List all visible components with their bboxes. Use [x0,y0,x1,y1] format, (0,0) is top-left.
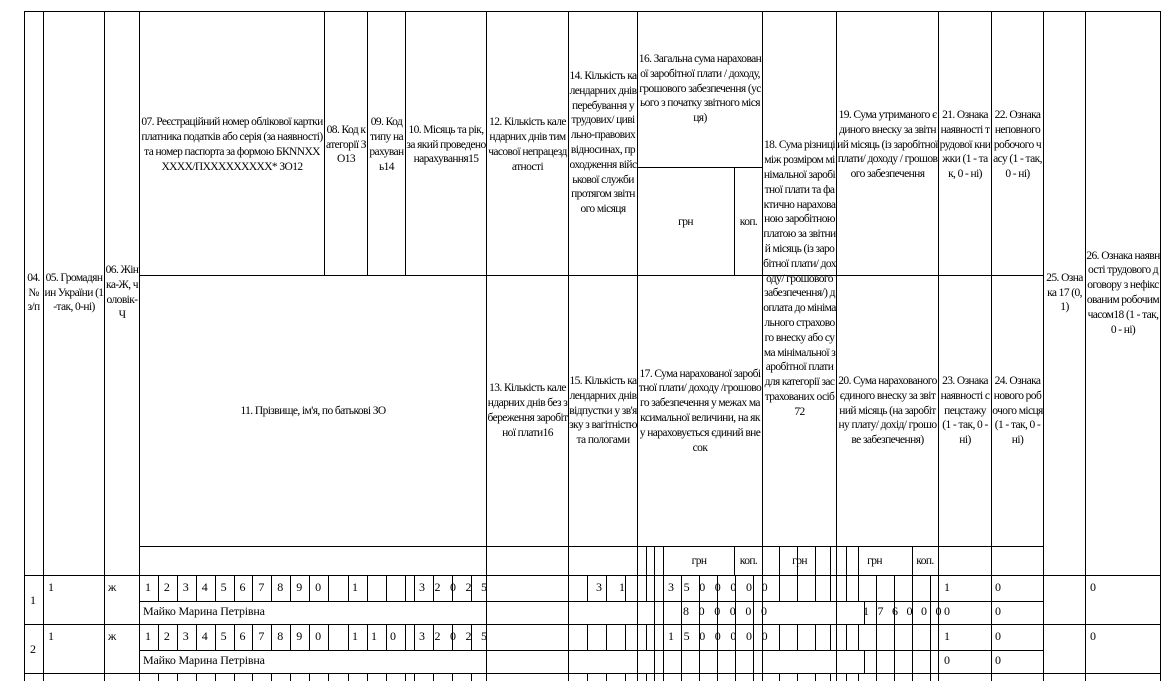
digit-cell [654,601,655,624]
flag-21: 1 [944,629,950,643]
digit-cell [930,575,931,601]
digit-cell [309,624,310,650]
digit-cell [930,624,931,650]
digit-cell [894,624,895,650]
flag-26: 0 [1090,580,1096,594]
digit-cell [815,624,816,650]
digit-cell [858,575,859,601]
period-digit: 0 [450,629,456,643]
digit-cell [625,673,626,681]
header-12: 12. Кількість календарних днів тимчасової непрацездатності [488,116,567,173]
tin-digit: 1 [145,629,151,643]
sum20-digit: 7 [877,604,884,618]
period-digit: 2 [434,580,441,594]
days-digit: 1 [619,580,625,594]
digit-cell [912,575,913,601]
digit-cell [348,575,349,601]
digit-cell [681,575,682,601]
flag-22: 0 [995,580,1001,594]
digit-cell [830,575,831,601]
digit-cell [587,624,588,650]
digit-cell [846,575,847,601]
employee-name: Майко Марина Петрівна [143,653,265,667]
digit-cell [646,624,647,650]
digit-cell [858,673,859,681]
sum17-digit: 8 [683,604,689,618]
digit-cell [646,546,647,575]
flag-22: 0 [995,629,1001,643]
digit-cell [587,673,588,681]
sum16-digit: 0 [761,580,768,594]
tin-digit: 9 [296,629,302,643]
digit-cell [252,673,253,681]
sum20-digit: 1 [863,604,869,618]
digit-cell [779,673,780,681]
digit-cell [348,624,349,650]
digit-cell [215,624,216,650]
digit-cell [846,624,847,650]
digit-cell [912,624,913,650]
tin-digit: 6 [239,629,246,643]
digit-cell [290,673,291,681]
digit-cell [309,575,310,601]
unit-kop-16: коп. [739,215,758,228]
digit-cell [196,673,197,681]
category-digit: 1 [352,580,358,594]
sum17-digit: 0 [729,604,736,618]
days-digit: 3 [596,580,602,594]
digit-cell [717,650,718,673]
digit-cell [646,673,647,681]
tin-digit: 3 [182,580,189,594]
digit-cell [797,624,798,650]
header-19: 19. Сума утриманого єдиного внеску за звітний місяць (із заробітної плати/ доходу / грошового забезпечення [837,109,938,181]
digit-cell [654,624,655,650]
unit-grn-18: грн [792,554,807,567]
column-border [139,11,140,681]
digit-cell [471,673,472,681]
header-26: 26. Ознака наявності трудового договору з нефіксованим робочим часом18 (1 - так, 0 - ні) [1086,249,1160,336]
unit-grn-17: грн [691,554,707,567]
tin-digit: 4 [201,629,208,643]
digit-cell [815,673,816,681]
digit-cell [414,673,415,681]
digit-cell [815,575,816,601]
header-bottom [24,575,1160,576]
digit-cell [830,624,831,650]
digit-cell [367,575,368,601]
tin-digit: 5 [220,580,227,594]
tin-digit: 6 [239,580,246,594]
flag-24: 0 [995,604,1001,618]
header-13: 13. Кількість календарних днів без збереження заробітної плати16 [487,382,568,439]
digit-cell [654,650,655,673]
digit-cell [663,673,664,681]
gender: ж [108,629,117,643]
digit-cell [699,673,700,681]
digit-cell [753,601,754,624]
sum16-digit: 5 [683,629,690,643]
row2-bottom [24,673,1160,674]
digit-cell [215,575,216,601]
digit-cell [215,673,216,681]
digit-cell [876,673,877,681]
digit-cell [386,575,387,601]
tin-digit: 4 [201,580,208,594]
digit-cell [234,575,235,601]
digit-cell [894,650,895,673]
digit-cell [797,575,798,601]
digit-cell [177,575,178,601]
period-digit: 2 [465,580,472,594]
money-subheader-line [637,167,762,168]
digit-cell [290,575,291,601]
digit-cell [328,673,329,681]
digit-cell [328,624,329,650]
row1-mid [139,601,1043,602]
digit-cell [606,673,607,681]
digit-cell [177,624,178,650]
digit-cell [177,673,178,681]
digit-cell [158,673,159,681]
header-21: 21. Ознака наявності трудової книжки (1 - так, 0 - ні) [939,109,991,181]
digit-cell [386,673,387,681]
unit-row-top [139,546,1043,547]
header-22: 22. Ознака неповного робочого часу (1 - так, 0 - ні) [993,109,1042,181]
sum16-digit: 0 [714,580,721,594]
digit-cell [735,650,736,673]
row1-bottom [24,624,1160,625]
header-04: 04. № з/п [27,271,40,314]
header-05: 05. Громадянин України (1-так, 0-ні) [44,271,104,314]
flag-24: 0 [995,653,1001,667]
digit-cell [405,624,406,650]
digit-cell [846,673,847,681]
sum20-digit: 6 [892,604,898,618]
digit-cell [876,575,877,601]
period-digit: 3 [419,629,425,643]
digit-cell [348,673,349,681]
citizen-flag: 1 [48,580,54,594]
digit-cell [252,624,253,650]
digit-cell [290,624,291,650]
digit-cell [158,575,159,601]
tin-digit: 8 [277,629,284,643]
sum20-digit: 0 [921,604,927,618]
digit-cell [663,601,664,624]
row-number: 1 [30,593,36,607]
header-17: 17. Сума нарахованої заробітної плати/ доходу /грошового забезпечення у межах максимальної величини, на яку нараховується єдиний внесок [638,367,762,454]
sum16-digit: 0 [699,580,705,594]
digit-cell [606,624,607,650]
digit-cell [830,673,831,681]
digit-cell [663,575,664,601]
tin-digit: 2 [163,629,170,643]
digit-cell [452,673,453,681]
tin-digit: 3 [182,629,189,643]
digit-cell [876,650,877,673]
digit-cell [271,673,272,681]
digit-cell [681,650,682,673]
header-07: 07. Реєстраційний номер облікової картки платника податків або серія (за наявності) та номер паспорта за формою БКNNXXXXXX/ПXXXXXXXXX* ЗО12 [141,116,323,173]
digit-cell [930,673,931,681]
digit-cell [309,673,310,681]
digit-cell [930,650,931,673]
digit-cell [779,624,780,650]
tin-digit: 7 [258,580,265,594]
tin-digit: 1 [145,580,151,594]
digit-cell [779,575,780,601]
sum16-digit: 0 [730,629,737,643]
digit-cell [753,575,754,601]
column-border [1160,11,1161,681]
category-digit: 0 [390,629,396,643]
sum16-digit: 0 [699,629,705,643]
digit-cell [252,575,253,601]
digit-cell [433,673,434,681]
header-24: 24. Ознака нового робочого місця (1 - так, 0 - ні) [992,375,1043,447]
digit-cell [405,673,406,681]
row2-mid [139,650,1043,651]
period-digit: 3 [419,580,425,594]
sum16-digit: 0 [746,629,752,643]
category-digit: 1 [352,629,358,643]
sum16-digit: 3 [668,580,674,594]
period-digit: 5 [481,580,487,594]
digit-cell [196,624,197,650]
digit-cell [367,624,368,650]
digit-cell [876,624,877,650]
digit-cell [912,650,913,673]
sum16-digit: 0 [730,580,737,594]
digit-cell [414,624,415,650]
header-23: 23. Ознака наявності спецстажу (1 - так, 0 - ні) [940,375,990,447]
sum17-digit: 0 [745,604,752,618]
unit-kop-20: коп. [916,554,934,567]
digit-cell [271,575,272,601]
digit-cell [894,673,895,681]
sum16-digit: 5 [683,580,690,594]
header-08: 08. Код категорії ЗО13 [326,123,366,166]
digit-cell [864,650,865,673]
digit-cell [735,673,736,681]
digit-cell [753,624,754,650]
digit-cell [234,624,235,650]
period-digit: 5 [481,629,487,643]
sum16-digit: 0 [746,580,752,594]
flag-21: 1 [944,580,950,594]
sum17-digit: 0 [714,604,720,618]
digit-cell [587,575,588,601]
category-digit: 1 [371,629,377,643]
digit-cell [158,624,159,650]
citizen-flag: 1 [48,629,54,643]
unit-grn-16: грн [678,215,693,228]
tin-digit: 9 [296,580,302,594]
digit-cell [681,624,682,650]
digit-cell [663,624,664,650]
digit-cell [196,575,197,601]
digit-cell [606,575,607,601]
digit-cell [328,575,329,601]
header-25: 25. Ознака 17 (0,1) [1046,271,1083,314]
digit-cell [912,673,913,681]
sum16-digit: 0 [761,629,768,643]
digit-cell [681,601,682,624]
employee-name: Майко Марина Петрівна [143,604,265,618]
row-number: 2 [30,642,36,656]
digit-cell [367,673,368,681]
tin-digit: 5 [220,629,227,643]
digit-cell [699,650,700,673]
gender: ж [108,580,117,594]
tin-digit: 0 [315,580,321,594]
header-20: 20. Сума нарахованого єдиного внеску за звітний місяць (на заробітну плату/ дохід/ грошове забезпечення) [838,375,937,447]
tin-digit: 7 [258,629,265,643]
digit-cell [625,575,626,601]
digit-cell [858,624,859,650]
period-digit: 0 [450,580,456,594]
sum17-digit: 0 [698,604,705,618]
period-digit: 2 [434,629,441,643]
digit-cell [654,575,655,601]
sum16-digit: 1 [668,629,674,643]
sum20-digit: 0 [935,604,942,618]
header-11: 11. Прізвище, ім'я, по батькові ЗО [240,404,386,417]
header-18: 18. Сума різниці між розміром мінімальної заробітної плати та фактично нарахованою заробітною платою за звітний місяць (із заробітної плати/ доходу/ грошового забезпечення/) доплата до мінімального страхового внеску або сума мінімальної заробітної плати для категорії застрахованих осіб 72 [763,139,836,418]
digit-cell [753,673,754,681]
header-15: 15. Кількість календарних днів відпустки у зв'язку з вагітністю та пологами [569,375,637,447]
digit-cell [894,575,895,601]
digit-cell [271,624,272,650]
digit-cell [681,673,682,681]
unit-kop-17: коп. [739,554,758,567]
tin-digit: 8 [277,580,284,594]
tin-digit: 2 [163,580,170,594]
flag-23: 0 [944,653,950,667]
digit-cell [386,624,387,650]
flag-26: 0 [1090,629,1096,643]
header-06: 06. Жінка-Ж, чоловік-Ч [105,264,139,321]
tin-digit: 0 [315,629,321,643]
digit-cell [234,673,235,681]
unit-grn-20: грн [867,554,882,567]
digit-cell [753,650,754,673]
header-10: 10. Місяць та рік, за який проведено нарахування15 [406,123,486,166]
digit-cell [405,575,406,601]
digit-cell [797,673,798,681]
header-14: 14. Кількість календарних днів перебування у трудових/ цивільно-правових відносинах, проходження військової служби протягом звітного місяця [569,70,637,216]
digit-cell [663,650,664,673]
header-09: 09. Код типу нарахувань14 [369,116,404,173]
digit-cell [625,624,626,650]
header-16: 16. Загальна сума нарахованої заробітної плати / доходу, грошового забезпечення (усього з початку звітного місяця) [638,53,762,125]
digit-cell [717,673,718,681]
flag-23: 0 [944,604,950,618]
sum16-digit: 0 [714,629,721,643]
digit-cell [654,546,655,575]
digit-cell [930,601,931,624]
border-top [24,11,1160,12]
header-split-line [139,275,1043,276]
digit-cell [414,575,415,601]
digit-cell [646,575,647,601]
sum17-digit: 0 [761,604,767,618]
sum20-digit: 0 [906,604,913,618]
digit-cell [654,673,655,681]
period-digit: 2 [465,629,472,643]
